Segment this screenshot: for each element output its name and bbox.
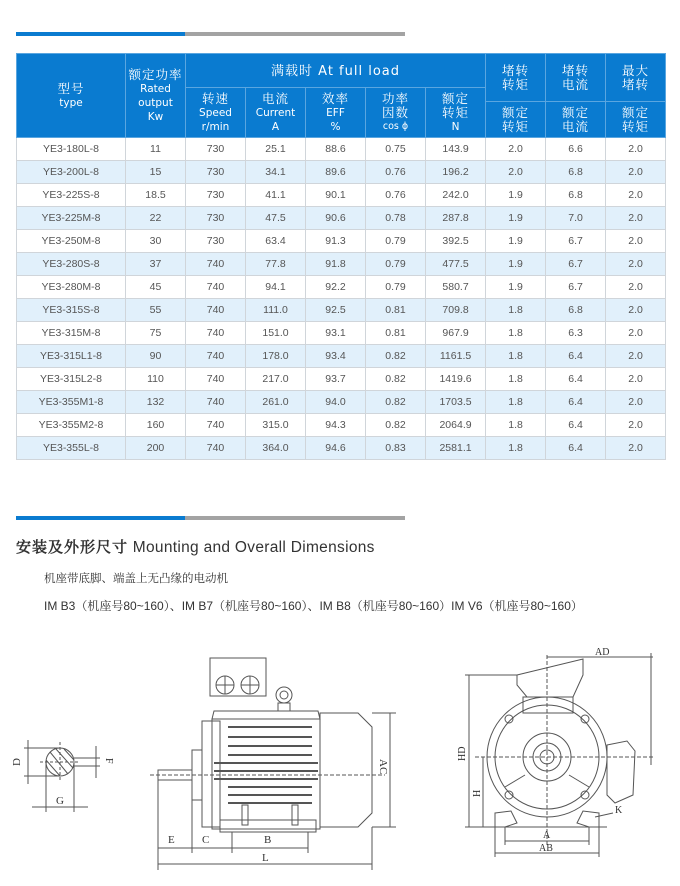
table-cell: 392.5	[426, 230, 486, 253]
table-cell: 6.3	[546, 322, 606, 345]
table-cell: 110	[126, 368, 186, 391]
table-cell: 0.82	[366, 391, 426, 414]
table-cell: 2.0	[606, 437, 666, 460]
table-cell: 6.4	[546, 414, 606, 437]
motor-spec-table	[16, 53, 666, 460]
table-cell: 1.8	[486, 391, 546, 414]
header-full-load	[186, 54, 486, 88]
table-cell: 91.8	[306, 253, 366, 276]
mounting-types: IM B3（机座号80~160）、IM B7（机座号80~160）、IM B8（机座号80~160）IM V6（机座号80~160）	[44, 599, 583, 613]
header-speed-unit: r/min	[201, 120, 230, 133]
table-cell: YE3-355M1-8	[17, 391, 126, 414]
table-cell: 2.0	[486, 161, 546, 184]
table-cell: 1.8	[486, 437, 546, 460]
table-cell: 94.1	[246, 276, 306, 299]
table-cell: 90	[126, 345, 186, 368]
table-cell: 0.82	[366, 414, 426, 437]
table-cell: 75	[126, 322, 186, 345]
table-cell: 2581.1	[426, 437, 486, 460]
label-l: L	[262, 852, 269, 864]
divider-gray-segment	[185, 516, 405, 520]
table-cell: 0.79	[366, 230, 426, 253]
table-cell: 1419.6	[426, 368, 486, 391]
table-cell: 740	[186, 414, 246, 437]
header-speed-en: Speed	[199, 106, 232, 119]
table-cell: YE3-315M-8	[17, 322, 126, 345]
table-row	[17, 161, 666, 184]
table-cell: 217.0	[246, 368, 306, 391]
table-cell: 2.0	[606, 322, 666, 345]
table-cell: 740	[186, 368, 246, 391]
header-max-torque-ratio	[606, 102, 666, 138]
header-locked-rotor-torque-ratio	[486, 102, 546, 138]
header-current-zh: 电流	[261, 90, 289, 106]
table-cell: 151.0	[246, 322, 306, 345]
table-cell: YE3-225S-8	[17, 184, 126, 207]
table-cell: 740	[186, 345, 246, 368]
table-cell: 740	[186, 391, 246, 414]
header-type-zh: 型号	[57, 80, 85, 96]
table-cell: 1.8	[486, 368, 546, 391]
table-cell: 200	[126, 437, 186, 460]
table-cell: 6.8	[546, 299, 606, 322]
label-a: A	[543, 830, 551, 841]
table-cell: 580.7	[426, 276, 486, 299]
table-cell: 1.8	[486, 299, 546, 322]
table-row	[17, 138, 666, 161]
header-rated-en1: Rated	[140, 82, 171, 95]
table-cell: 740	[186, 299, 246, 322]
header-max-top2: 堵转	[622, 76, 650, 92]
header-max-bot2: 转矩	[622, 118, 650, 134]
table-cell: 1703.5	[426, 391, 486, 414]
table-cell: 45	[126, 276, 186, 299]
table-cell: 967.9	[426, 322, 486, 345]
table-cell: 55	[126, 299, 186, 322]
table-cell: 63.4	[246, 230, 306, 253]
table-cell: 0.82	[366, 345, 426, 368]
table-cell: 93.4	[306, 345, 366, 368]
table-cell: 15	[126, 161, 186, 184]
header-lrt-bot2: 转矩	[502, 118, 530, 134]
header-torque-zh2: 转矩	[442, 104, 470, 120]
table-row	[17, 299, 666, 322]
table-cell: 0.81	[366, 299, 426, 322]
table-cell: 2.0	[606, 368, 666, 391]
table-cell: 2.0	[606, 345, 666, 368]
table-cell: YE3-355M2-8	[17, 414, 126, 437]
table-cell: 196.2	[426, 161, 486, 184]
motor-front-view-drawing	[455, 645, 660, 870]
label-ab: AB	[539, 843, 553, 854]
table-cell: 6.4	[546, 368, 606, 391]
table-cell: 6.8	[546, 184, 606, 207]
table-cell: 730	[186, 161, 246, 184]
table-cell: 2.0	[606, 161, 666, 184]
table-cell: 94.0	[306, 391, 366, 414]
header-eff-unit: %	[330, 120, 341, 133]
table-cell: 2.0	[606, 207, 666, 230]
table-cell: 34.1	[246, 161, 306, 184]
header-pf-en: cos ϕ	[382, 120, 409, 132]
header-rated-en2: output	[138, 96, 173, 109]
shaft-section-drawing	[10, 730, 120, 820]
header-power-factor	[366, 88, 426, 138]
table-cell: YE3-280S-8	[17, 253, 126, 276]
header-locked-rotor-current-ratio	[546, 102, 606, 138]
mounting-note: 机座带底脚、端盖上无凸缘的电动机	[44, 571, 228, 585]
table-row	[17, 230, 666, 253]
table-cell: 41.1	[246, 184, 306, 207]
table-cell: YE3-180L-8	[17, 138, 126, 161]
label-c: C	[202, 834, 210, 846]
section-title-zh: 安装及外形尺寸	[16, 538, 129, 556]
table-cell: 315.0	[246, 414, 306, 437]
table-cell: 1.9	[486, 207, 546, 230]
table-cell: 2.0	[606, 276, 666, 299]
table-cell: 111.0	[246, 299, 306, 322]
section-title	[16, 536, 375, 557]
table-cell: 0.76	[366, 161, 426, 184]
table-cell: 7.0	[546, 207, 606, 230]
table-cell: 90.6	[306, 207, 366, 230]
table-cell: 0.75	[366, 138, 426, 161]
header-lrt-top1: 堵转	[502, 62, 530, 78]
table-cell: YE3-200L-8	[17, 161, 126, 184]
header-lrc-bot2: 电流	[562, 118, 590, 134]
table-cell: 1.8	[486, 322, 546, 345]
table-cell: 94.3	[306, 414, 366, 437]
header-type	[17, 54, 126, 138]
table-cell: 92.5	[306, 299, 366, 322]
table-cell: 1.9	[486, 230, 546, 253]
header-lrt-bot1: 额定	[502, 104, 530, 120]
label-g: G	[56, 795, 64, 807]
table-cell: 77.8	[246, 253, 306, 276]
table-cell: 2.0	[486, 138, 546, 161]
motor-side-view-drawing	[150, 655, 412, 880]
header-torque-unit: N	[451, 120, 460, 133]
table-cell: 1.9	[486, 184, 546, 207]
table-cell: 2.0	[606, 299, 666, 322]
header-rated-zh: 额定功率	[128, 66, 183, 82]
table-cell: 178.0	[246, 345, 306, 368]
table-cell: 6.4	[546, 345, 606, 368]
header-efficiency	[306, 88, 366, 138]
table-cell: 2.0	[606, 414, 666, 437]
table-cell: 91.3	[306, 230, 366, 253]
table-cell: 477.5	[426, 253, 486, 276]
section-divider-bottom	[16, 516, 405, 520]
label-ad: AD	[595, 647, 610, 658]
table-cell: 1.9	[486, 276, 546, 299]
header-type-en: type	[59, 96, 83, 109]
label-h: H	[472, 789, 483, 797]
table-cell: 94.6	[306, 437, 366, 460]
spec-table-body	[17, 138, 666, 460]
table-cell: YE3-280M-8	[17, 276, 126, 299]
header-pf-zh1: 功率	[381, 90, 409, 106]
table-cell: 18.5	[126, 184, 186, 207]
table-cell: 730	[186, 138, 246, 161]
table-cell: 242.0	[426, 184, 486, 207]
table-cell: YE3-225M-8	[17, 207, 126, 230]
table-row	[17, 207, 666, 230]
table-cell: 0.81	[366, 322, 426, 345]
label-f: F	[103, 758, 114, 764]
table-cell: 143.9	[426, 138, 486, 161]
table-cell: 1.8	[486, 414, 546, 437]
table-cell: 740	[186, 437, 246, 460]
header-rated-unit: Kw	[147, 110, 164, 123]
table-cell: 11	[126, 138, 186, 161]
table-cell: YE3-315L1-8	[17, 345, 126, 368]
header-locked-rotor-current-top	[546, 54, 606, 102]
table-cell: 30	[126, 230, 186, 253]
table-cell: 92.2	[306, 276, 366, 299]
label-ac: AC	[377, 759, 389, 775]
table-cell: 740	[186, 253, 246, 276]
table-cell: 6.6	[546, 138, 606, 161]
header-speed	[186, 88, 246, 138]
table-cell: 0.82	[366, 368, 426, 391]
table-cell: 2.0	[606, 253, 666, 276]
divider-blue-segment	[16, 32, 185, 36]
table-cell: YE3-355L-8	[17, 437, 126, 460]
table-cell: 160	[126, 414, 186, 437]
table-cell: 93.1	[306, 322, 366, 345]
table-cell: 364.0	[246, 437, 306, 460]
table-cell: 93.7	[306, 368, 366, 391]
table-row	[17, 276, 666, 299]
header-torque-zh1: 额定	[442, 90, 470, 106]
label-k: K	[615, 805, 623, 816]
header-max-bot1: 额定	[622, 104, 650, 120]
table-cell: 2.0	[606, 184, 666, 207]
header-full-load-label: 满载时 At full load	[271, 63, 401, 79]
table-cell: 0.79	[366, 276, 426, 299]
table-cell: 0.83	[366, 437, 426, 460]
header-rated-torque	[426, 88, 486, 138]
label-b: B	[264, 834, 272, 846]
table-cell: 2064.9	[426, 414, 486, 437]
table-cell: 2.0	[606, 230, 666, 253]
table-cell: 88.6	[306, 138, 366, 161]
header-lrt-top2: 转矩	[502, 76, 530, 92]
table-cell: 261.0	[246, 391, 306, 414]
header-lrc-top2: 电流	[562, 76, 590, 92]
table-cell: 6.7	[546, 230, 606, 253]
label-hd: HD	[457, 746, 468, 761]
table-cell: 89.6	[306, 161, 366, 184]
header-current-en: Current	[255, 106, 296, 119]
table-cell: 6.7	[546, 276, 606, 299]
header-eff-zh: 效率	[321, 90, 349, 106]
table-cell: 740	[186, 322, 246, 345]
table-cell: 6.4	[546, 437, 606, 460]
table-cell: 22	[126, 207, 186, 230]
table-cell: 6.4	[546, 391, 606, 414]
table-cell: 1.9	[486, 253, 546, 276]
table-cell: 287.8	[426, 207, 486, 230]
table-row	[17, 322, 666, 345]
label-e: E	[168, 834, 175, 846]
header-lrc-top1: 堵转	[562, 62, 590, 78]
table-row	[17, 391, 666, 414]
table-cell: 740	[186, 276, 246, 299]
table-cell: 1161.5	[426, 345, 486, 368]
table-row	[17, 253, 666, 276]
table-cell: 709.8	[426, 299, 486, 322]
table-cell: YE3-315S-8	[17, 299, 126, 322]
header-rated-output	[126, 54, 186, 138]
section-title-en: Mounting and Overall Dimensions	[132, 539, 375, 556]
header-locked-rotor-torque-top	[486, 54, 546, 102]
table-cell: 132	[126, 391, 186, 414]
section-divider-top	[16, 32, 405, 36]
header-lrc-bot1: 额定	[562, 104, 590, 120]
table-cell: YE3-315L2-8	[17, 368, 126, 391]
table-cell: 730	[186, 230, 246, 253]
header-current	[246, 88, 306, 138]
table-cell: 6.8	[546, 161, 606, 184]
table-cell: 2.0	[606, 391, 666, 414]
table-cell: 0.79	[366, 253, 426, 276]
header-speed-zh: 转速	[201, 90, 229, 106]
table-cell: 730	[186, 207, 246, 230]
table-cell: 37	[126, 253, 186, 276]
table-cell: 90.1	[306, 184, 366, 207]
header-pf-zh2: 因数	[381, 104, 409, 120]
header-max-top1: 最大	[622, 62, 650, 78]
table-cell: 2.0	[606, 138, 666, 161]
table-cell: 0.78	[366, 207, 426, 230]
table-row	[17, 184, 666, 207]
table-cell: 1.8	[486, 345, 546, 368]
header-eff-en: EFF	[326, 106, 345, 119]
divider-gray-segment	[185, 32, 405, 36]
table-cell: 25.1	[246, 138, 306, 161]
table-cell: 6.7	[546, 253, 606, 276]
header-current-unit: A	[271, 120, 280, 133]
divider-blue-segment	[16, 516, 185, 520]
table-row	[17, 414, 666, 437]
table-cell: 47.5	[246, 207, 306, 230]
table-cell: YE3-250M-8	[17, 230, 126, 253]
table-row	[17, 345, 666, 368]
header-max-torque-top	[606, 54, 666, 102]
table-row	[17, 437, 666, 460]
table-cell: 0.76	[366, 184, 426, 207]
table-cell: 730	[186, 184, 246, 207]
label-d: D	[11, 758, 23, 766]
table-row	[17, 368, 666, 391]
